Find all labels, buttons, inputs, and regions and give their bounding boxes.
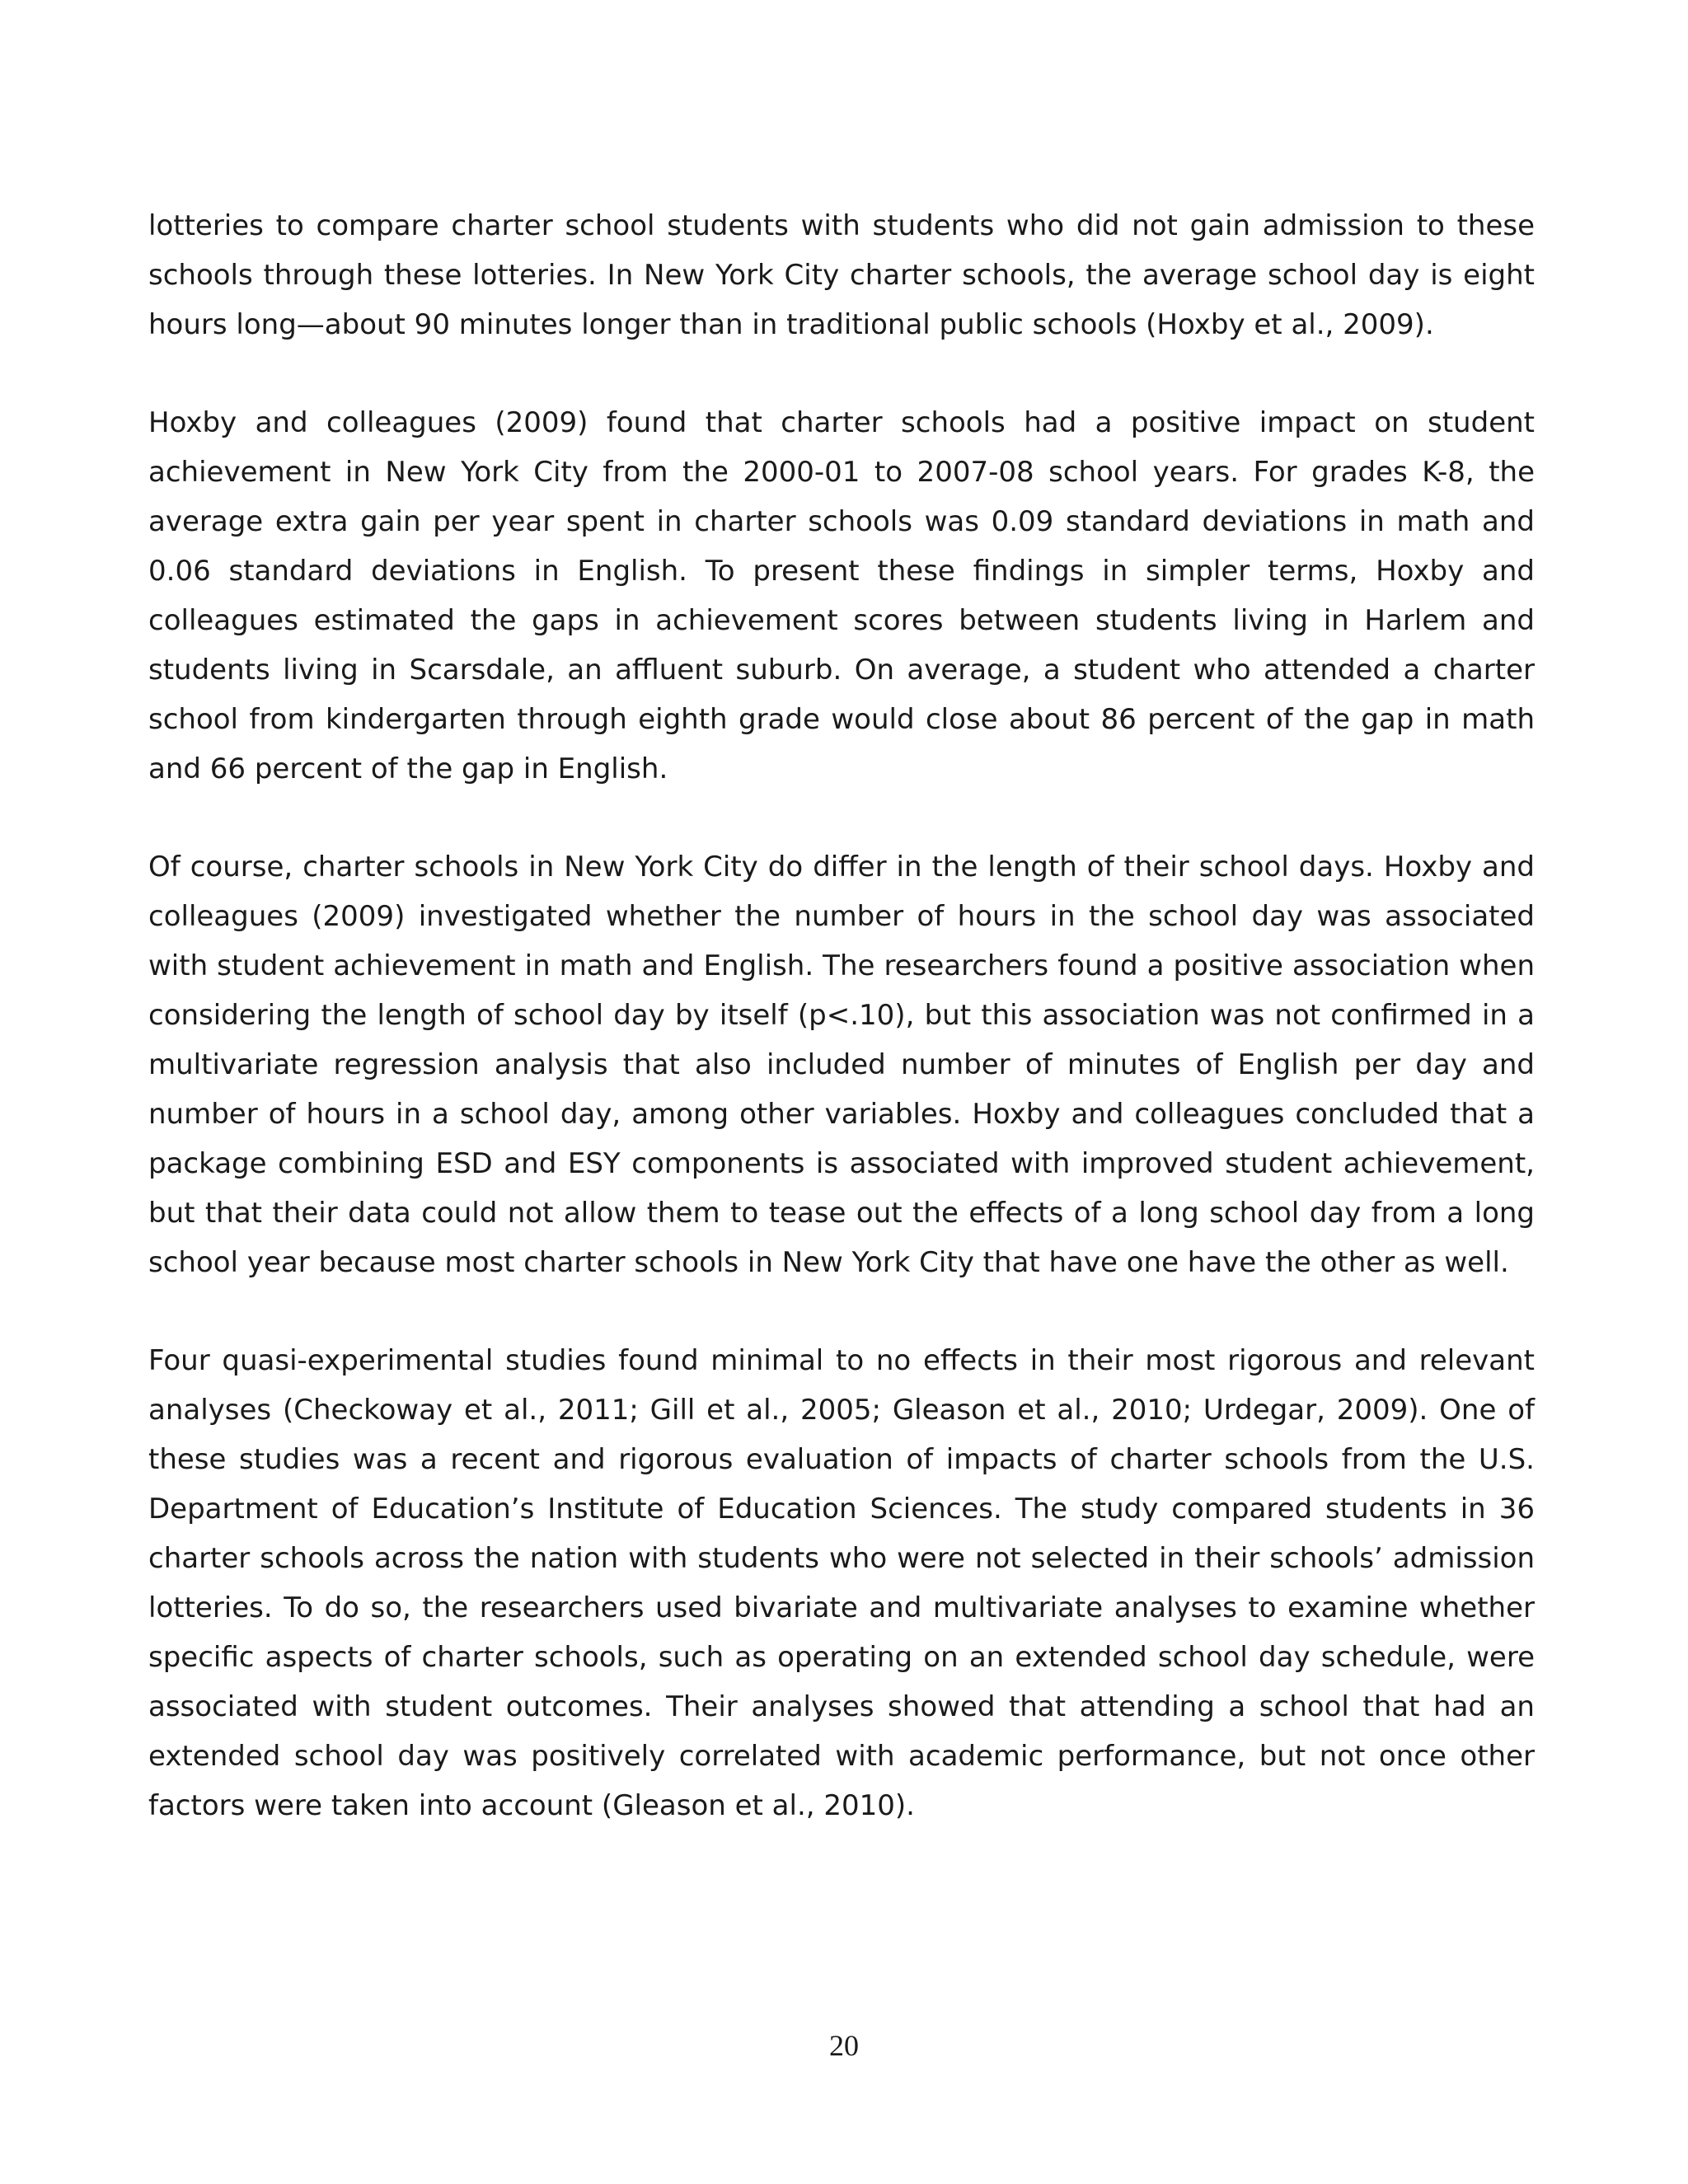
paragraph-4: Four quasi-experimental studies found minimal to no effects in their most rigorous and relevant analyses (Checkoway et al., 2011; Gill et al., 2005; Gleason et al., 2010; Urdegar, 2009). One of these studies was a recent and rigorous evaluation of impacts of charter schools from the U.S. Department of Education’s Institute of Education Sciences. The study compared students in 36 charter schools across the nation with students who were not selected in their schools’ admission lotteries. To do so, the researchers used bivariate and multivariate analyses to examine whether specific aspects of charter schools, such as operating on an extended school day schedule, were associated with student outcomes. Their analyses showed that attending a school that had an extended school day was positively correlated with academic performance, but not once other factors were taken into account (Gleason et al., 2010). <box>148 1344 1535 1822</box>
paragraph-1: lotteries to compare charter school students with students who did not gain admission to these schools through these lotteries. In New York City charter schools, the average school day is eight hours long—about 90 minutes longer than in traditional public schools (Hoxby et al., 2009). <box>148 209 1535 341</box>
page-number: 20 <box>829 2029 859 2062</box>
paragraph-3: Of course, charter schools in New York City do differ in the length of their school days. Hoxby and colleagues (2009) investigated whether the number of hours in the school day was associated with student achievement in math and English. The researchers found a positive association when considering the length of school day by itself (p<.10), but this association was not confirmed in a multivariate regression analysis that also included number of minutes of English per day and number of hours in a school day, among other variables. Hoxby and colleagues concluded that a package combining ESD and ESY components is associated with improved student achievement, but that their data could not allow them to tease out the effects of a long school day from a long school year because most charter schools in New York City that have one have the other as well. <box>148 851 1535 1279</box>
body-text <box>148 201 1535 1879</box>
paragraph-2: Hoxby and colleagues (2009) found that charter schools had a positive impact on student achievement in New York City from the 2000-01 to 2007-08 school years. For grades K-8, the average extra gain per year spent in charter schools was 0.09 standard deviations in math and 0.06 standard deviations in English. To present these findings in simpler terms, Hoxby and colleagues estimated the gaps in achievement scores between students living in Harlem and students living in Scarsdale, an affluent suburb. On average, a student who attended a charter school from kindergarten through eighth grade would close about 86 percent of the gap in math and 66 percent of the gap in English. <box>148 406 1535 785</box>
